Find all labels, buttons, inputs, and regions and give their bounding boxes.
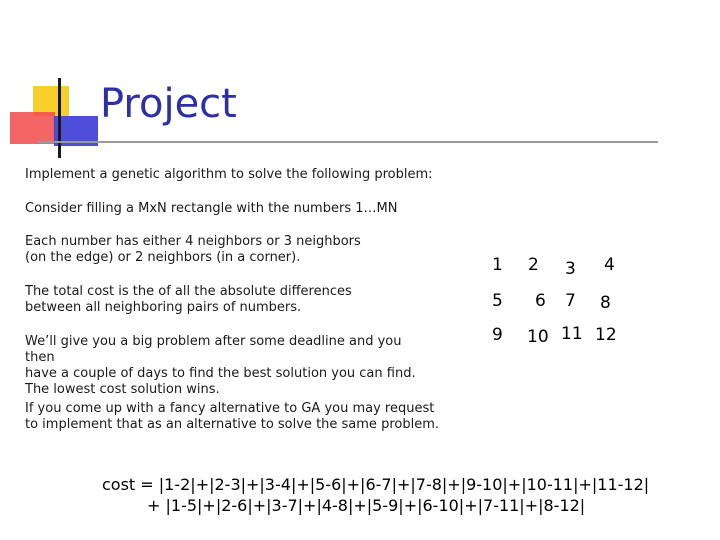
grid-cell: 3: [565, 259, 576, 279]
paragraph-alternative: If you come up with a fancy alternative to GA you may request to implement that as an alternative to solve the same problem.: [25, 401, 439, 432]
title-underline: [38, 141, 658, 143]
grid-cell: 6: [535, 291, 546, 311]
grid-cell: 9: [492, 325, 503, 345]
cost-formula-line-2: + |1-5|+|2-6|+|3-7|+|4-8|+|5-9|+|6-10|+|7-11|+|8-12|: [147, 496, 586, 515]
grid-cell: 1: [492, 255, 503, 275]
paragraph-problem: Consider filling a MxN rectangle with the numbers 1…MN: [25, 201, 398, 216]
grid-cell: 8: [600, 293, 611, 313]
grid-cell: 4: [604, 255, 615, 275]
paragraph-cost: The total cost is the of all the absolute differences between all neighboring pairs of numbers.: [25, 284, 352, 315]
paragraph-deadline: We’ll give you a big problem after some deadline and you then have a couple of days to find the best solution you can find. The lowest cost solution wins.: [25, 334, 416, 397]
logo-red-square: [10, 112, 55, 144]
grid-cell: 11: [561, 324, 583, 344]
grid-cell: 7: [565, 291, 576, 311]
cost-formula-line-1: cost = |1-2|+|2-3|+|3-4|+|5-6|+|6-7|+|7-8|+|9-10|+|10-11|+|11-12|: [102, 475, 650, 494]
grid-cell: 2: [528, 255, 539, 275]
paragraph-neighbors: Each number has either 4 neighbors or 3 neighbors (on the edge) or 2 neighbors (in a corner).: [25, 234, 361, 265]
grid-cell: 10: [527, 327, 549, 347]
grid-cell: 5: [492, 291, 503, 311]
grid-cell: 12: [595, 325, 617, 345]
logo-vertical-line: [58, 78, 61, 158]
slide-title: Project: [100, 81, 237, 127]
paragraph-task: Implement a genetic algorithm to solve the following problem:: [25, 167, 433, 182]
